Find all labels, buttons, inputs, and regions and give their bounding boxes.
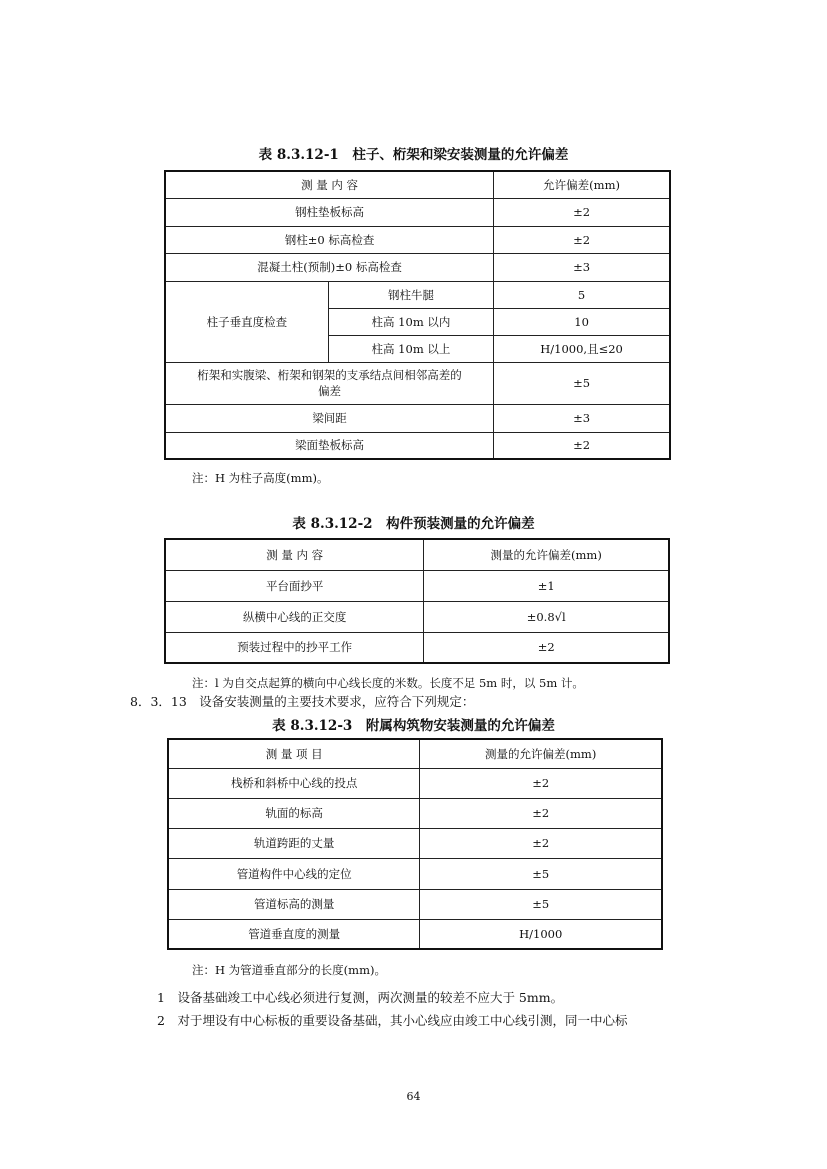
table-header-row [165, 539, 669, 570]
row-label: 管道垂直度的测量 [168, 919, 420, 949]
list-item: 2 对于埋设有中心标板的重要设备基础，其小心线应由竣工中心线引测，同一中心标 [157, 1013, 628, 1028]
row-value: 10 [494, 308, 670, 335]
row-value: ±2 [420, 828, 662, 858]
row-label: 纵横中心线的正交度 [165, 601, 424, 632]
table-row [165, 432, 670, 459]
row-label: 混凝土柱(预制)±0 标高检查 [165, 253, 494, 281]
row-value: ±3 [494, 253, 670, 281]
table-row [165, 601, 669, 632]
row-label: 梁面垫板标高 [165, 432, 494, 459]
row-value: ±1 [424, 570, 669, 601]
row-label: 轨面的标高 [168, 798, 420, 828]
row-label: 栈桥和斜桥中心线的投点 [168, 768, 420, 798]
table-row [165, 281, 670, 308]
row-label: 平台面抄平 [165, 570, 424, 601]
row-value: H/1000,且≤20 [494, 335, 670, 362]
header-cell: 测量的允许偏差(mm) [420, 739, 662, 768]
table-row [165, 404, 670, 432]
row-value: ±5 [494, 362, 670, 404]
table-row [165, 226, 670, 253]
table-header-row [168, 739, 662, 768]
row-value: 5 [494, 281, 670, 308]
header-cell: 测 量 内 容 [165, 171, 494, 198]
row-value: ±2 [494, 432, 670, 459]
page-number: 64 [406, 1090, 421, 1103]
table1-note: 注：H 为柱子高度(mm)。 [192, 471, 329, 485]
table-row [168, 768, 662, 798]
section-heading: 8．3．13 设备安装测量的主要技术要求，应符合下列规定： [130, 694, 475, 709]
table1-caption: 表 8.3.12-1 柱子、桁架和梁安装测量的允许偏差 [258, 147, 569, 163]
row-value: ±2 [494, 198, 670, 226]
header-cell: 允许偏差(mm) [494, 171, 670, 198]
table-row [165, 632, 669, 663]
row-label: 钢柱垫板标高 [165, 198, 494, 226]
table2-note: 注：l 为自交点起算的横向中心线长度的米数。长度不足 5m 时，以 5m 计。 [192, 676, 584, 690]
row-value: ±2 [420, 768, 662, 798]
row-value: ±2 [494, 226, 670, 253]
list-item: 1 设备基础竣工中心线必须进行复测，两次测量的较差不应大于 5mm。 [157, 990, 564, 1005]
row-label: 轨道跨距的丈量 [168, 828, 420, 858]
row-value: ±3 [494, 404, 670, 432]
table-row [165, 570, 669, 601]
table1 [164, 170, 671, 460]
row-value: ±2 [420, 798, 662, 828]
row-label: 柱高 10m 以内 [328, 308, 493, 335]
row-label: 柱高 10m 以上 [328, 335, 493, 362]
table-row [165, 253, 670, 281]
row-label: 管道标高的测量 [168, 889, 420, 919]
row-label: 预装过程中的抄平工作 [165, 632, 424, 663]
table3-caption: 表 8.3.12-3 附属构筑物安装测量的允许偏差 [272, 718, 555, 734]
table2 [164, 538, 670, 664]
row-value: H/1000 [420, 919, 662, 949]
table-row [168, 798, 662, 828]
row-value: ±0.8√l [424, 601, 669, 632]
table-row [165, 362, 670, 404]
row-value: ±5 [420, 889, 662, 919]
table-row [168, 828, 662, 858]
row-label: 梁间距 [165, 404, 494, 432]
row-label: 钢柱牛腿 [328, 281, 493, 308]
row-value: ±5 [420, 858, 662, 889]
table-row [168, 889, 662, 919]
table-header-row [165, 171, 670, 198]
table-row [168, 919, 662, 949]
table2-caption: 表 8.3.12-2 构件预装测量的允许偏差 [292, 516, 535, 532]
group-label: 柱子垂直度检查 [165, 281, 328, 362]
table3 [167, 738, 663, 950]
header-cell: 测 量 项 目 [168, 739, 420, 768]
row-label: 钢柱±0 标高检查 [165, 226, 494, 253]
table3-note: 注：H 为管道垂直部分的长度(mm)。 [192, 963, 386, 977]
header-cell: 测 量 内 容 [165, 539, 424, 570]
table-row [165, 198, 670, 226]
table-row [168, 858, 662, 889]
header-cell: 测量的允许偏差(mm) [424, 539, 669, 570]
row-value: ±2 [424, 632, 669, 663]
row-label: 管道构件中心线的定位 [168, 858, 420, 889]
row-label: 桁架和实腹梁、桁架和钢架的支承结点间相邻高差的偏差 [165, 362, 494, 404]
